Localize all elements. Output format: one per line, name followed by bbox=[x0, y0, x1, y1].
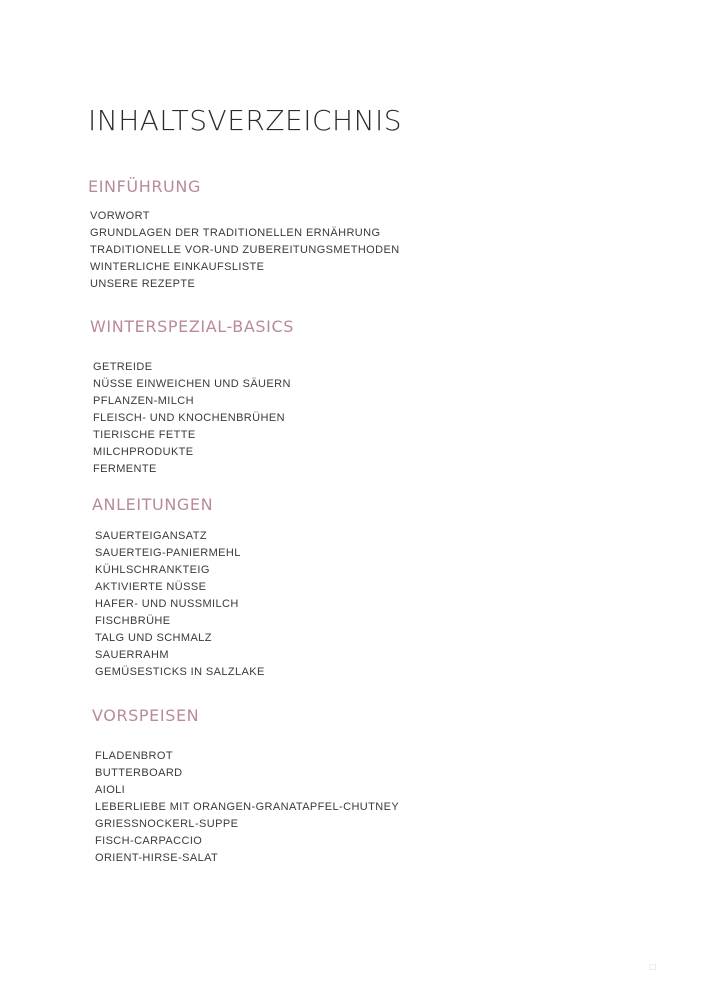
toc-item: GEMÜSESTICKS IN SALZLAKE bbox=[95, 666, 265, 678]
toc-item: GRUNDLAGEN DER TRADITIONELLEN ERNÄHRUNG bbox=[90, 227, 381, 239]
toc-item: SAUERTEIG-PANIERMEHL bbox=[95, 547, 241, 559]
toc-list bbox=[95, 748, 399, 867]
section-anleitungen bbox=[92, 495, 265, 681]
toc-item: GRIESSNOCKERL-SUPPE bbox=[95, 818, 239, 830]
toc-item: SAUERTEIGANSATZ bbox=[95, 530, 207, 542]
toc-item: UNSERE REZEPTE bbox=[90, 278, 196, 290]
toc-list bbox=[90, 208, 400, 293]
section-heading: VORSPEISEN bbox=[92, 706, 200, 725]
toc-item: FISCH-CARPACCIO bbox=[95, 835, 203, 847]
section-heading: ANLEITUNGEN bbox=[92, 495, 214, 514]
section-vorspeisen bbox=[92, 706, 399, 867]
toc-item: WINTERLICHE EINKAUFSLISTE bbox=[90, 261, 265, 273]
toc-item: SAUERRAHM bbox=[95, 649, 169, 661]
toc-item: PFLANZEN-MILCH bbox=[93, 395, 194, 407]
page-marker: □ bbox=[649, 962, 657, 971]
toc-item: TRADITIONELLE VOR-UND ZUBEREITUNGSMETHODEN bbox=[90, 244, 400, 256]
toc-item: MILCHPRODUKTE bbox=[93, 446, 194, 458]
toc-item: FISCHBRÜHE bbox=[95, 615, 171, 627]
toc-item: NÜSSE EINWEICHEN UND SÄUERN bbox=[93, 378, 291, 390]
section-heading: EINFÜHRUNG bbox=[88, 177, 201, 196]
toc-item: TALG UND SCHMALZ bbox=[95, 632, 212, 644]
toc-item: KÜHLSCHRANKTEIG bbox=[95, 564, 210, 576]
toc-item: BUTTERBOARD bbox=[95, 767, 183, 779]
toc-item: AIOLI bbox=[95, 784, 126, 796]
toc-list bbox=[93, 359, 294, 478]
section-heading: WINTERSPEZIAL-BASICS bbox=[90, 317, 295, 336]
toc-item: ORIENT-HIRSE-SALAT bbox=[95, 852, 219, 864]
toc-item: TIERISCHE FETTE bbox=[93, 429, 196, 441]
page-title: INHALTSVERZEICHNIS bbox=[88, 104, 403, 137]
toc-item: HAFER- UND NUSSMILCH bbox=[95, 598, 239, 610]
toc-item: LEBERLIEBE MIT ORANGEN-GRANATAPFEL-CHUTNEY bbox=[95, 801, 400, 813]
toc-list bbox=[95, 528, 265, 681]
section-einfuehrung bbox=[88, 177, 400, 293]
toc-item: VORWORT bbox=[90, 210, 150, 222]
section-winterspezial-basics bbox=[90, 317, 294, 478]
toc-item: FERMENTE bbox=[93, 463, 157, 475]
toc-item: FLEISCH- UND KNOCHENBRÜHEN bbox=[93, 412, 285, 424]
toc-item: FLADENBROT bbox=[95, 750, 173, 762]
toc-item: GETREIDE bbox=[93, 361, 153, 373]
toc-item: AKTIVIERTE NÜSSE bbox=[95, 581, 207, 593]
